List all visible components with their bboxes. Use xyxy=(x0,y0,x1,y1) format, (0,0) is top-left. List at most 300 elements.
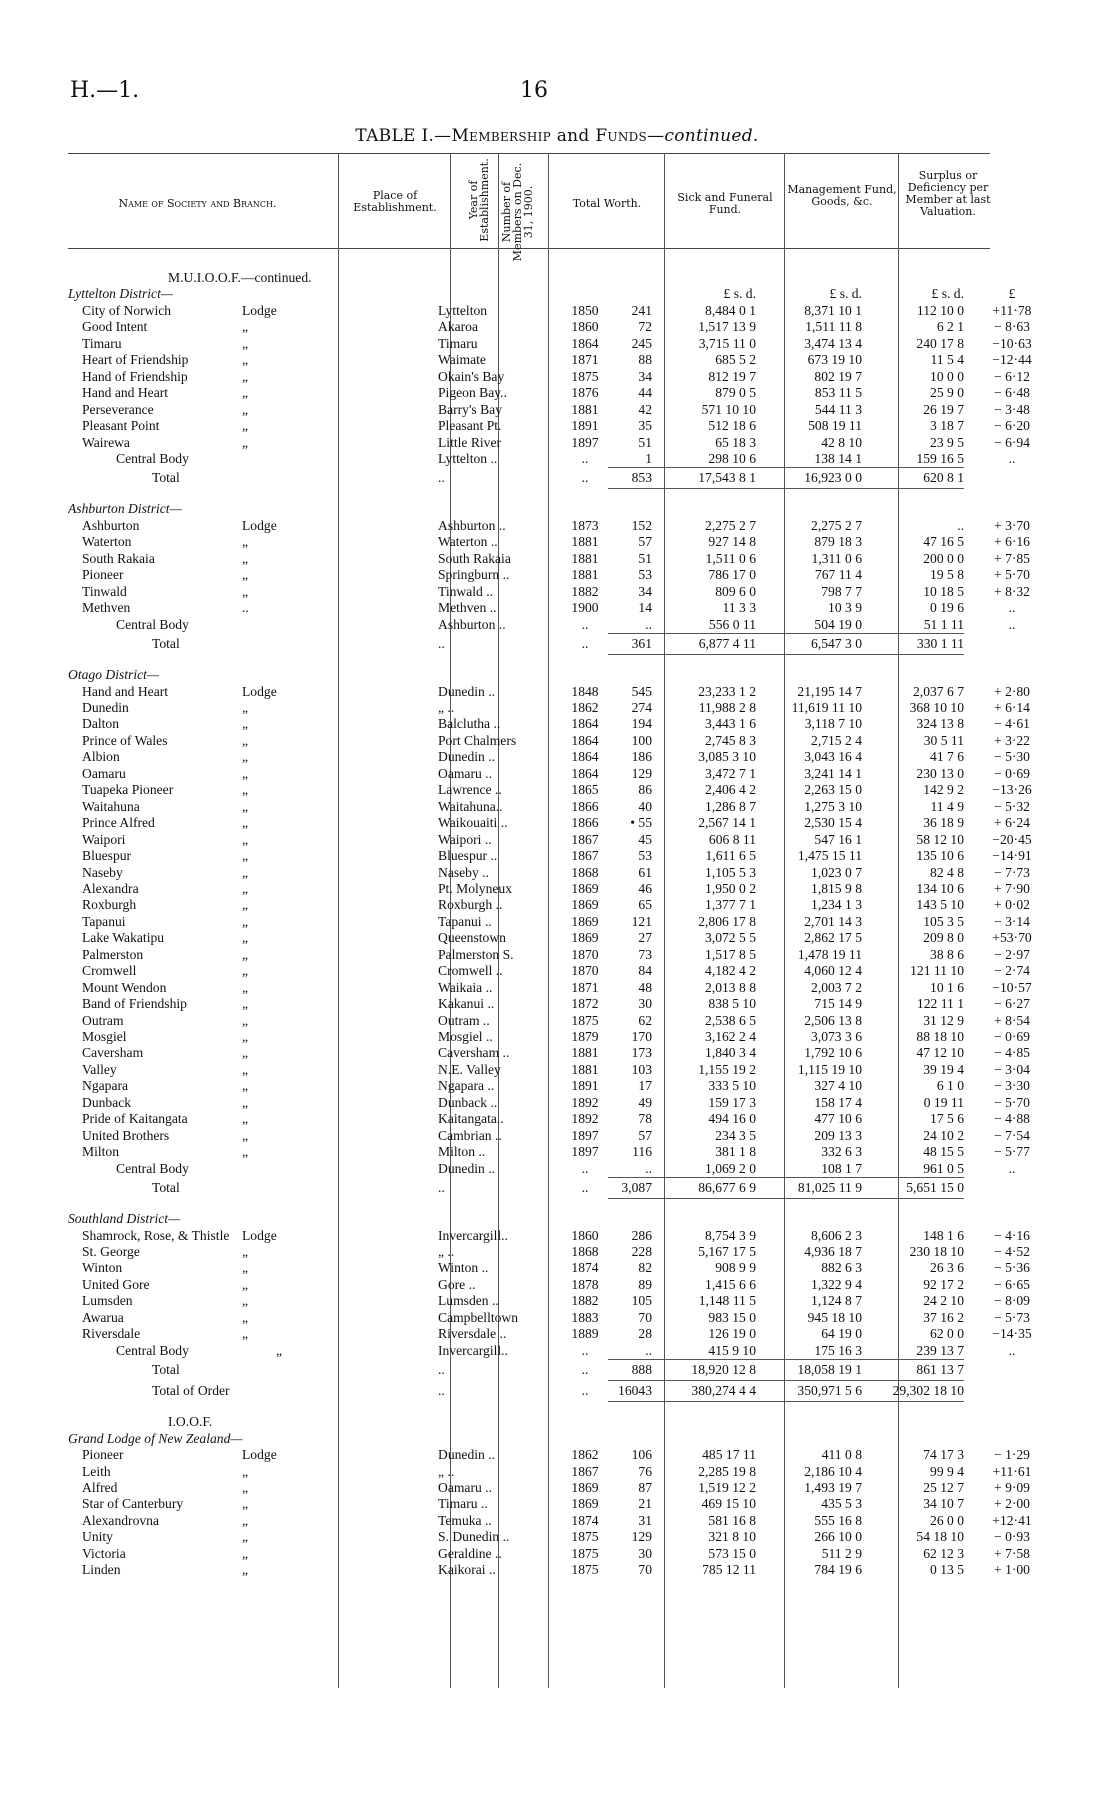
cell-place: Waitahuna.. xyxy=(438,798,503,814)
cell-mf: 6 2 1 xyxy=(936,319,964,335)
cell-sur: +11·78 xyxy=(992,302,1032,318)
cell-sf: 882 6 3 xyxy=(821,1260,862,1276)
cell-name xyxy=(68,634,438,655)
cell-tw: £ s. d. xyxy=(723,286,756,302)
cell-mf: 38 8 6 xyxy=(930,946,964,962)
cell-year: 1864 xyxy=(571,749,599,765)
cell-sur: + 5·70 xyxy=(994,567,1030,583)
cell-mf: 11 4 9 xyxy=(930,798,964,814)
cell-year: 1870 xyxy=(571,963,599,979)
cell-tw: 838 5 10 xyxy=(708,996,756,1012)
cell-tw: 18,920 12 8 xyxy=(652,1360,756,1381)
cell-sur: − 8·09 xyxy=(994,1293,1030,1309)
cell-place: Akaroa xyxy=(438,319,479,335)
cell-name xyxy=(68,914,438,930)
cell-sur: − 6·94 xyxy=(994,434,1030,450)
table-row xyxy=(68,1293,1060,1309)
cell-place: Waikaia .. xyxy=(438,979,493,995)
cell-year xyxy=(562,286,608,302)
branch-name: Pioneer xyxy=(82,567,124,583)
cell-mf: 74 17 3 xyxy=(923,1447,964,1463)
table-row xyxy=(68,716,1060,732)
cell-mf xyxy=(862,501,964,517)
cell-year: 1875 xyxy=(571,1012,599,1028)
cell-name xyxy=(68,947,438,963)
cell-name xyxy=(68,418,438,434)
cell-year: 1864 xyxy=(571,765,599,781)
cell-year: 1869 xyxy=(571,930,599,946)
table-row xyxy=(68,865,1060,881)
cell-place: Kaikorai .. xyxy=(438,1562,496,1578)
cell-name xyxy=(68,336,438,352)
cell-year xyxy=(562,501,608,517)
cell-name xyxy=(68,865,438,881)
title-membership: Membership xyxy=(451,126,552,146)
table-row xyxy=(68,1513,1060,1529)
cell-place: Tapanui .. xyxy=(438,913,492,929)
cell-sur: .. xyxy=(1008,1342,1016,1358)
cell-sur: + 6·14 xyxy=(994,699,1030,715)
branch-name: Winton xyxy=(82,1260,123,1276)
cell-year: 1868 xyxy=(571,1244,599,1260)
cell-sur: − 3·48 xyxy=(994,401,1030,417)
cell-sf: 3,043 16 4 xyxy=(804,749,862,765)
cell-mf: 620 8 1 xyxy=(862,468,964,489)
cell-place: Pt. Molyneux xyxy=(438,880,513,896)
cell-mem xyxy=(608,270,652,286)
cell-sur: + 3·22 xyxy=(994,732,1030,748)
cell-name xyxy=(68,766,438,782)
cell-sf: 1,234 1 3 xyxy=(811,897,862,913)
cell-tw: 1,105 5 3 xyxy=(705,864,756,880)
table-row xyxy=(68,418,1060,434)
central-row xyxy=(68,451,1060,468)
cell-mem xyxy=(608,1211,652,1227)
cell-sur: .. xyxy=(1008,616,1016,632)
cell-name xyxy=(68,1562,438,1578)
cell-sf: 175 16 3 xyxy=(814,1342,862,1358)
branch-name: Waipori xyxy=(82,831,126,847)
branch-name: Valley xyxy=(82,1061,117,1077)
cell-mf: 25 12 7 xyxy=(923,1480,964,1495)
cell-place: Lumsden .. xyxy=(438,1293,499,1309)
cell-tw: 606 8 11 xyxy=(708,831,756,847)
lodge-label: „ xyxy=(242,385,249,401)
cell-sf: 209 13 3 xyxy=(814,1127,862,1143)
cell-mem: 228 xyxy=(631,1244,652,1260)
cell-name xyxy=(68,1326,438,1342)
cell-tw: 333 5 10 xyxy=(708,1078,756,1094)
cell-place: Winton .. xyxy=(438,1260,489,1276)
table-row xyxy=(68,303,1060,319)
cell-name xyxy=(68,1293,438,1309)
table-row xyxy=(68,914,1060,930)
cell-place: Oamaru .. xyxy=(438,765,492,781)
cell-year: 1891 xyxy=(571,418,599,434)
branch-name: Albion xyxy=(82,749,120,765)
column-header-name: Name of Society and Branch. xyxy=(118,197,277,210)
cell-place: Kakanui .. xyxy=(438,996,495,1012)
lodge-label: „ xyxy=(242,1045,249,1061)
cell-name xyxy=(68,1211,438,1227)
lodge-label: „ xyxy=(242,1463,249,1479)
table-row xyxy=(68,1546,1060,1562)
cell-mem: 274 xyxy=(631,699,652,715)
cell-sf: 350,971 5 6 xyxy=(756,1381,862,1402)
cell-name xyxy=(68,1013,438,1029)
cell-place xyxy=(438,667,562,683)
cell-sur: +11·61 xyxy=(992,1463,1032,1479)
total-row xyxy=(68,1381,1060,1402)
cell-tw: 6,877 4 11 xyxy=(652,634,756,655)
lodge-label: „ xyxy=(242,913,249,929)
table-row xyxy=(68,551,1060,567)
cell-sf: 511 2 9 xyxy=(821,1545,862,1561)
cell-year: 1875 xyxy=(571,368,599,384)
cell-year: 1864 xyxy=(571,716,599,732)
cell-tw: 2,806 17 8 xyxy=(698,913,756,929)
cell-year: 1881 xyxy=(571,1045,599,1061)
district-row xyxy=(68,286,1060,302)
cell-name xyxy=(68,435,438,451)
cell-place: Tinwald .. xyxy=(438,583,494,599)
table-row xyxy=(68,584,1060,600)
cell-tw: 23,233 1 2 xyxy=(698,683,756,699)
cell-sur: + 1·00 xyxy=(994,1562,1030,1578)
branch-name: Outram xyxy=(82,1012,124,1028)
cell-name xyxy=(68,897,438,913)
cell-mf: 54 18 10 xyxy=(916,1529,964,1545)
cell-place: Riversdale .. xyxy=(438,1326,507,1342)
cell-mf xyxy=(862,667,964,683)
cell-sf: 16,923 0 0 xyxy=(756,468,862,489)
cell-name xyxy=(68,1078,438,1094)
cell-tw: 1,069 2 0 xyxy=(705,1160,756,1176)
cell-tw: 573 15 0 xyxy=(708,1545,756,1561)
table-row xyxy=(68,369,1060,385)
cell-place: Caversham .. xyxy=(438,1045,510,1061)
cell-place: Lawrence .. xyxy=(438,782,502,798)
branch-name: Linden xyxy=(82,1562,121,1578)
cell-mf: 26 19 7 xyxy=(923,401,964,417)
branch-name: Riversdale xyxy=(82,1326,141,1342)
cell-mem: 106 xyxy=(631,1447,652,1463)
cell-name xyxy=(68,733,438,749)
lodge-label: „ xyxy=(242,1061,249,1077)
table-row xyxy=(68,518,1060,534)
table-row xyxy=(68,881,1060,897)
cell-sf: 879 18 3 xyxy=(814,534,862,550)
table-row xyxy=(68,897,1060,913)
cell-name xyxy=(68,402,438,418)
cell-place: Ngapara .. xyxy=(438,1078,495,1094)
cell-mem: 103 xyxy=(631,1061,652,1077)
cell-place: Pigeon Bay.. xyxy=(438,385,507,401)
table-row xyxy=(68,435,1060,451)
lodge-label: „ xyxy=(242,1512,249,1528)
lodge-label: „ xyxy=(242,815,249,831)
cell-tw: 65 18 3 xyxy=(715,434,756,450)
cell-mf: 330 1 11 xyxy=(862,634,964,655)
table-row xyxy=(68,782,1060,798)
cell-mem: 152 xyxy=(631,517,652,533)
cell-place xyxy=(438,1211,562,1227)
cell-place: Springburn .. xyxy=(438,567,510,583)
cell-mf: 88 18 10 xyxy=(916,1029,964,1045)
cell-year: .. xyxy=(581,616,589,632)
cell-sur: + 7·85 xyxy=(994,550,1030,566)
cell-sf xyxy=(756,501,862,517)
total-row xyxy=(68,1360,1060,1381)
order-row xyxy=(68,270,1060,286)
cell-name xyxy=(68,1260,438,1276)
cell-year: 1873 xyxy=(571,517,599,533)
cell-mem: 45 xyxy=(638,831,652,847)
cell-mf: 29,302 18 10 xyxy=(862,1381,964,1402)
cell-mf: 105 3 5 xyxy=(923,913,964,929)
cell-mf: 82 4 8 xyxy=(930,864,964,880)
cell-year: 1900 xyxy=(571,600,599,616)
cell-mem: 44 xyxy=(638,385,652,401)
cell-sf: 715 14 9 xyxy=(814,996,862,1012)
table-row xyxy=(68,1464,1060,1480)
cell-tw: 3,715 11 0 xyxy=(698,335,756,351)
branch-name: Prince of Wales xyxy=(82,732,168,748)
cell-place: S. Dunedin .. xyxy=(438,1529,510,1545)
branch-name: Oamaru xyxy=(82,765,126,781)
cell-place: Waterton .. xyxy=(438,534,498,550)
cell-year: 1874 xyxy=(571,1260,599,1276)
cell-mem: 27 xyxy=(638,930,652,946)
cell-sf: 673 19 10 xyxy=(807,352,862,368)
table-row xyxy=(68,402,1060,418)
cell-tw xyxy=(652,270,756,286)
cell-mem: 31 xyxy=(638,1512,652,1528)
cell-tw: 4,182 4 2 xyxy=(705,963,756,979)
cell-mf: 25 9 0 xyxy=(930,385,964,401)
cell-name xyxy=(68,1029,438,1045)
cell-mf: 99 9 4 xyxy=(930,1463,964,1479)
cell-year: 1869 xyxy=(571,880,599,896)
cell-mf: 121 11 10 xyxy=(910,963,964,979)
cell-name xyxy=(68,1095,438,1111)
cell-mem: 42 xyxy=(638,401,652,417)
cell-tw: 2,538 6 5 xyxy=(705,1012,756,1028)
lodge-label: „ xyxy=(242,963,249,979)
lodge-label: „ xyxy=(242,831,249,847)
lodge-label: „ xyxy=(242,1144,249,1160)
cell-tw: 11 3 3 xyxy=(722,600,756,616)
cell-sur: + 6·16 xyxy=(994,534,1030,550)
cell-sur xyxy=(964,270,1060,286)
branch-name: City of Norwich xyxy=(82,302,172,318)
cell-sur: − 5·30 xyxy=(994,749,1030,765)
cell-sur: − 4·16 xyxy=(994,1227,1030,1243)
table-row xyxy=(68,848,1060,864)
cell-sur: + 7·90 xyxy=(994,880,1030,896)
cell-mf: 6 1 0 xyxy=(936,1078,964,1094)
cell-mf: 26 0 0 xyxy=(930,1512,964,1528)
branch-name: Lumsden xyxy=(82,1293,133,1309)
cell-sf xyxy=(756,1211,862,1227)
table-row xyxy=(68,980,1060,996)
cell-mem: 194 xyxy=(631,716,652,732)
cell-mf xyxy=(862,1211,964,1227)
cell-sur: .. xyxy=(1008,600,1016,616)
cell-mem xyxy=(608,286,652,302)
cell-name xyxy=(68,1111,438,1127)
branch-name: Mount Wendon xyxy=(82,979,167,995)
branch-name: Grand Lodge of New Zealand— xyxy=(68,1430,243,1446)
cell-sf: 2,715 2 4 xyxy=(811,732,862,748)
cell-sf: 2,701 14 3 xyxy=(804,913,862,929)
cell-place: Lyttelton .. xyxy=(438,451,498,467)
lodge-label: „ xyxy=(242,1029,249,1045)
cell-year: 1883 xyxy=(571,1309,599,1325)
cell-mem: 105 xyxy=(631,1293,652,1309)
cell-year: 1875 xyxy=(571,1529,599,1545)
branch-name: Band of Friendship xyxy=(82,996,187,1012)
cell-sf: 21,195 14 7 xyxy=(797,683,862,699)
lodge-label: „ xyxy=(242,1529,249,1545)
branch-name: Cromwell xyxy=(82,963,137,979)
cell-mf: 10 18 5 xyxy=(923,583,964,599)
cell-sf xyxy=(756,270,862,286)
cell-mem: 62 xyxy=(638,1012,652,1028)
cell-name xyxy=(68,617,438,634)
table-row xyxy=(68,1029,1060,1045)
branch-name: Good Intent xyxy=(82,319,148,335)
cell-sf: 2,003 7 2 xyxy=(811,979,862,995)
cell-sur: − 6·20 xyxy=(994,418,1030,434)
cell-mem: 21 xyxy=(638,1496,652,1512)
cell-year: 1860 xyxy=(571,1227,599,1243)
cell-sf: 411 0 8 xyxy=(821,1447,862,1463)
cell-mf: 134 10 6 xyxy=(916,880,964,896)
cell-mem: 86 xyxy=(638,782,652,798)
cell-sf: 2,263 15 0 xyxy=(804,782,862,798)
table-row xyxy=(68,534,1060,550)
cell-place: Cambrian .. xyxy=(438,1127,502,1143)
branch-name: Heart of Friendship xyxy=(82,352,189,368)
cell-tw: 86,677 6 9 xyxy=(652,1178,756,1199)
branch-name: Caversham xyxy=(82,1045,144,1061)
cell-sf: 3,073 3 6 xyxy=(811,1029,862,1045)
cell-sf: 138 14 1 xyxy=(814,450,862,466)
cell-name xyxy=(68,848,438,864)
table-row xyxy=(68,385,1060,401)
cell-mf: 92 17 2 xyxy=(923,1276,964,1292)
cell-mem: 51 xyxy=(638,434,652,450)
cell-mem: 70 xyxy=(638,1309,652,1325)
cell-name xyxy=(68,1529,438,1545)
cell-year: 1869 xyxy=(571,1496,599,1512)
cell-place: Dunedin .. xyxy=(438,749,496,765)
cell-name xyxy=(68,352,438,368)
cell-year: 1875 xyxy=(571,1562,599,1578)
cell-sur: + 7·58 xyxy=(994,1545,1030,1561)
cell-mem: • 55 xyxy=(630,815,652,831)
cell-name xyxy=(68,881,438,897)
cell-tw: 1,519 12 2 xyxy=(698,1480,756,1495)
table-row xyxy=(68,1045,1060,1061)
cell-year: 1881 xyxy=(571,567,599,583)
cell-year: .. xyxy=(581,1382,589,1398)
cell-sur: − 3·04 xyxy=(994,1061,1030,1077)
branch-name: Total xyxy=(152,1361,180,1377)
cell-sur: − 4·88 xyxy=(994,1111,1030,1127)
cell-year: 1867 xyxy=(571,1463,599,1479)
branch-name: United Gore xyxy=(82,1276,150,1292)
cell-year: 1850 xyxy=(571,302,599,318)
cell-place: Invercargill.. xyxy=(438,1227,508,1243)
cell-mf: 23 9 5 xyxy=(930,434,964,450)
cell-tw: 1,517 13 9 xyxy=(698,319,756,335)
cell-mf: 62 0 0 xyxy=(930,1326,964,1342)
cell-mf: 240 17 8 xyxy=(916,335,964,351)
cell-place: Bluespur .. xyxy=(438,848,498,864)
cell-sf xyxy=(756,1431,862,1447)
branch-name: Alfred xyxy=(82,1480,118,1495)
cell-year: .. xyxy=(581,1342,589,1358)
cell-sf: 6,547 3 0 xyxy=(756,634,862,655)
branch-name: Tapanui xyxy=(82,913,126,929)
column-header-management-fund: Management Fund, Goods, &c. xyxy=(787,183,897,208)
cell-sf: 1,792 10 6 xyxy=(804,1045,862,1061)
cell-tw: 1,950 0 2 xyxy=(705,880,756,896)
cell-name xyxy=(68,1310,438,1326)
cell-tw: 3,472 7 1 xyxy=(705,765,756,781)
cell-mf: 2,037 6 7 xyxy=(913,683,964,699)
cell-mem: 1 xyxy=(645,450,652,466)
cell-name xyxy=(68,1277,438,1293)
cell-mf: 3 18 7 xyxy=(930,418,964,434)
branch-name: Ngapara xyxy=(82,1078,129,1094)
table-row xyxy=(68,815,1060,831)
cell-sf: 8,371 10 1 xyxy=(804,302,862,318)
cell-tw: 8,484 0 1 xyxy=(705,302,756,318)
cell-mem: 89 xyxy=(638,1276,652,1292)
cell-year: 1867 xyxy=(571,848,599,864)
cell-mem xyxy=(608,1414,652,1430)
cell-sf: 266 10 0 xyxy=(814,1529,862,1545)
cell-mem: 57 xyxy=(638,1127,652,1143)
branch-name: Otago District— xyxy=(68,667,160,683)
cell-mem: 34 xyxy=(638,583,652,599)
cell-sf: 1,115 19 10 xyxy=(797,1061,862,1077)
lodge-label: „ xyxy=(242,1309,249,1325)
cell-place: „ .. xyxy=(438,1463,455,1479)
cell-place: Palmerston S. xyxy=(438,946,514,962)
cell-place: Naseby .. xyxy=(438,864,489,880)
cell-mf: 200 0 0 xyxy=(923,550,964,566)
cell-place: Waipori .. xyxy=(438,831,492,847)
lodge-label: „ xyxy=(242,352,249,368)
cell-tw: 1,286 8 7 xyxy=(705,798,756,814)
cell-year: .. xyxy=(581,1361,589,1377)
cell-sf: 798 7 7 xyxy=(821,583,862,599)
cell-mem: 48 xyxy=(638,979,652,995)
branch-name: Total xyxy=(152,470,180,486)
cell-sf: 2,862 17 5 xyxy=(804,930,862,946)
cell-place: Queenstown xyxy=(438,930,506,946)
cell-year: 1871 xyxy=(571,352,599,368)
cell-sur: −13·26 xyxy=(992,782,1032,798)
cell-tw: 908 9 9 xyxy=(715,1260,756,1276)
cell-sf: 42 8 10 xyxy=(821,434,862,450)
table-row xyxy=(68,1078,1060,1094)
column-header-place: Place of Establishment. xyxy=(353,189,437,214)
